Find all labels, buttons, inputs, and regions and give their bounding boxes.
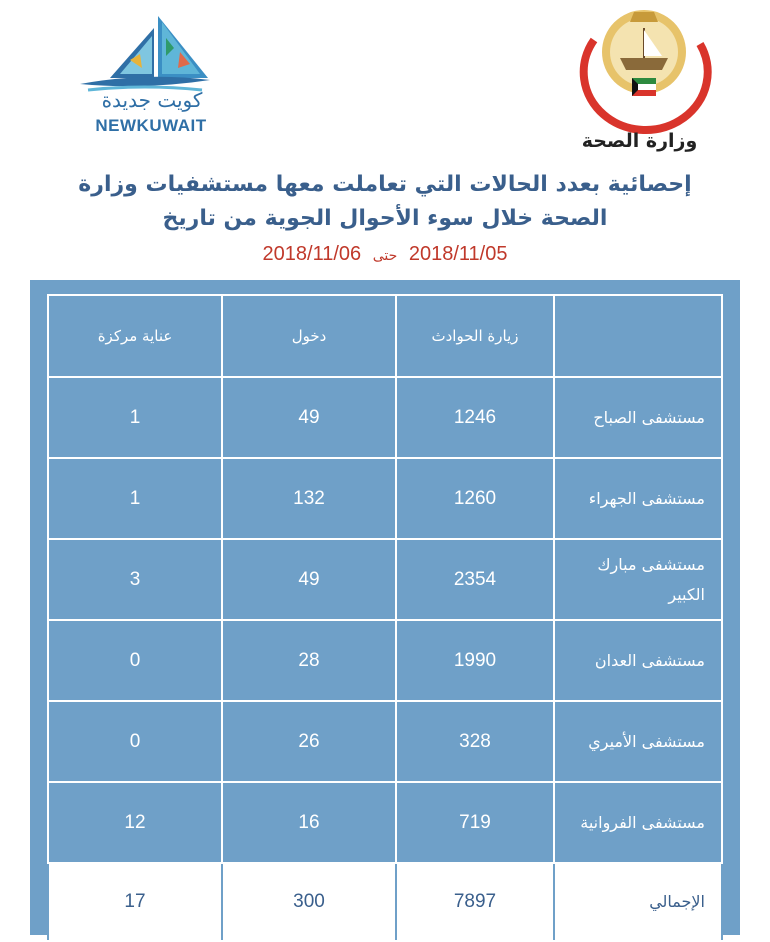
until-word: حتى: [372, 248, 398, 264]
admissions-value: 49: [222, 539, 396, 620]
icu-value: 0: [48, 701, 222, 782]
admissions-value: 49: [222, 377, 396, 458]
header-visits: زيارة الحوادث: [396, 295, 554, 377]
hospital-name: مستشفى الصباح: [554, 377, 722, 458]
admissions-value: 26: [222, 701, 396, 782]
statistics-table: [47, 294, 723, 942]
admissions-value: 16: [222, 782, 396, 863]
icu-value: 3: [48, 539, 222, 620]
hospital-name: مستشفى مبارك الكبير: [554, 539, 722, 620]
admissions-value: 28: [222, 620, 396, 701]
new-kuwait-arabic-text: كويت جديدة: [101, 88, 203, 112]
header-icu: عناية مركزة: [48, 295, 222, 377]
table-row: [48, 620, 722, 701]
total-label: الإجمالي: [554, 863, 722, 941]
date-range: [40, 243, 730, 266]
visits-value: 1260: [396, 458, 554, 539]
hospital-name: مستشفى العدان: [554, 620, 722, 701]
icu-value: 1: [48, 377, 222, 458]
date-to: 2018/11/06: [262, 243, 362, 265]
table-row: [48, 458, 722, 539]
visits-value: 719: [396, 782, 554, 863]
table-row: [48, 377, 722, 458]
icu-value: 0: [48, 620, 222, 701]
visits-value: 1990: [396, 620, 554, 701]
header-admissions: دخول: [222, 295, 396, 377]
date-from: 2018/11/05: [408, 243, 508, 265]
table-row: [48, 782, 722, 863]
total-admissions: 300: [222, 863, 396, 941]
title-line-2: الصحة خلال سوء الأحوال الجوية من تاريخ: [162, 206, 608, 231]
hospital-name: مستشفى الأميري: [554, 701, 722, 782]
table-total-row: [48, 863, 722, 941]
header-hospital: [554, 295, 722, 377]
visits-value: 328: [396, 701, 554, 782]
hospital-name: مستشفى الجهراء: [554, 458, 722, 539]
visits-value: 2354: [396, 539, 554, 620]
table-header-row: [48, 295, 722, 377]
total-icu: 17: [48, 863, 222, 941]
visits-value: 1246: [396, 377, 554, 458]
icu-value: 12: [48, 782, 222, 863]
title-line-1: إحصائية بعدد الحالات التي تعاملت معها مستشفيات وزارة: [78, 172, 692, 197]
total-visits: 7897: [396, 863, 554, 941]
table-row: [48, 701, 722, 782]
table-row: [48, 539, 722, 620]
hospital-name: مستشفى الفروانية: [554, 782, 722, 863]
new-kuwait-latin-text: NEWKUWAIT: [95, 116, 207, 135]
icu-value: 1: [48, 458, 222, 539]
admissions-value: 132: [222, 458, 396, 539]
ministry-label: وزارة الصحة: [581, 130, 698, 152]
